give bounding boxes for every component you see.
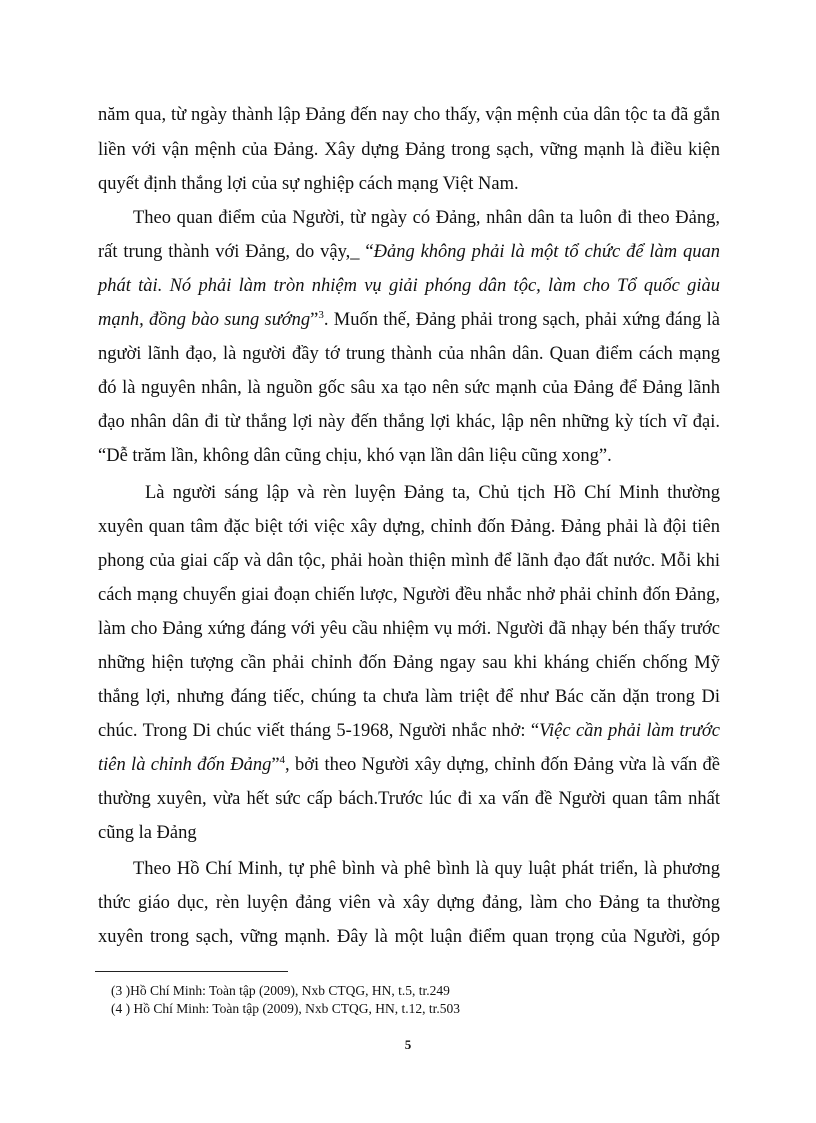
text-span: . Muốn thế, Đảng phải trong sạch, phải xứng đáng là bbox=[323, 310, 720, 330]
body-line: “Dễ trăm lần, không dân cũng chịu, khó vạn lần dân liệu cũng xong”. bbox=[98, 446, 612, 466]
body-line: xuyên quan tâm đặc biệt tới việc xây dựng, chỉnh đốn Đảng. Đảng phải là đội tiên bbox=[98, 517, 720, 537]
text-span: rất trung thành với Đảng, do vậy,_ “ bbox=[98, 242, 374, 262]
text-span: chúc. Trong Di chúc viết tháng 5-1968, Người nhắc nhở: “ bbox=[98, 721, 540, 741]
body-line bbox=[98, 308, 720, 332]
body-line bbox=[98, 274, 720, 298]
quote-text: mạnh, đồng bào sung sướng bbox=[98, 310, 311, 330]
body-line: phong của giai cấp và dân tộc, phải hoàn thiện mình để lãnh đạo đất nước. Mỗi khi bbox=[98, 551, 720, 571]
body-line bbox=[98, 240, 720, 264]
body-line: đạo nhân dân đi từ thắng lợi này đến thắng lợi khác, lập nên những kỳ tích vĩ đại. bbox=[98, 412, 720, 432]
body-line bbox=[98, 719, 720, 743]
footnote-separator bbox=[95, 971, 288, 972]
footnote-ref: 4 bbox=[279, 753, 286, 766]
body-line: năm qua, từ ngày thành lập Đảng đến nay cho thấy, vận mệnh của dân tộc ta đã gắn bbox=[98, 105, 720, 125]
quote-text: tiên là chỉnh đốn Đảng bbox=[98, 755, 272, 775]
body-line: đó là nguyên nhân, là nguồn gốc sâu xa tạo nên sức mạnh của Đảng để Đảng lãnh bbox=[98, 378, 720, 398]
body-line: những hiện tượng cần phải chỉnh đốn Đảng ngay sau khi kháng chiến chống Mỹ bbox=[98, 653, 720, 673]
body-line: quyết định thắng lợi của sự nghiệp cách mạng Việt Nam. bbox=[98, 174, 519, 194]
body-line: Theo quan điểm của Người, từ ngày có Đảng, nhân dân ta luôn đi theo Đảng, bbox=[133, 208, 720, 228]
body-line: Là người sáng lập và rèn luyện Đảng ta, Chủ tịch Hồ Chí Minh thường bbox=[145, 483, 720, 503]
text-span: ” bbox=[310, 310, 319, 330]
quote-text: Việc cần phải làm trước bbox=[539, 721, 720, 741]
page-number: 5 bbox=[404, 1037, 412, 1052]
body-line: thường xuyên, vừa hết sức cấp bách.Trước lúc đi xa vấn đề Người quan tâm nhất bbox=[98, 789, 720, 809]
body-line: cũng la Đảng bbox=[98, 823, 197, 843]
footnote: (3 )Hồ Chí Minh: Toàn tập (2009), Nxb CTQG, HN, t.5, tr.249 bbox=[111, 983, 450, 998]
body-line: thức giáo dục, rèn luyện đảng viên và xây dựng đảng, làm cho Đảng ta thường bbox=[98, 893, 720, 913]
body-line: cách mạng chuyển giai đoạn chiến lược, Người đều nhắc nhở phải chỉnh đốn Đảng, bbox=[98, 585, 720, 605]
body-line: người lãnh đạo, là người đầy tớ trung thành của nhân dân. Quan điểm cách mạng bbox=[98, 344, 720, 364]
body-line: xuyên trong sạch, vững mạnh. Đây là một luận điểm quan trọng của Người, góp bbox=[98, 927, 720, 947]
body-line: liền với vận mệnh của Đảng. Xây dựng Đảng trong sạch, vững mạnh là điều kiện bbox=[98, 140, 720, 160]
body-line: Theo Hồ Chí Minh, tự phê bình và phê bình là quy luật phát triển, là phương bbox=[133, 859, 720, 879]
body-line: thắng lợi, nhưng đáng tiếc, chúng ta chưa làm triệt để như Bác căn dặn trong Di bbox=[98, 687, 720, 707]
text-span: , bởi theo Người xây dựng, chỉnh đốn Đảng vừa là vấn đề bbox=[285, 755, 720, 775]
body-line bbox=[98, 753, 720, 777]
quote-text: phát tài. Nó phải làm tròn nhiệm vụ giải phóng dân tộc, làm cho Tổ quốc giàu bbox=[98, 276, 720, 296]
text-span: ” bbox=[271, 755, 280, 775]
footnote-ref: 3 bbox=[318, 308, 324, 321]
body-line: làm cho Đảng xứng đáng với yêu cầu nhiệm vụ mới. Người đã nhạy bén thấy trước bbox=[98, 619, 720, 639]
footnote: (4 ) Hồ Chí Minh: Toàn tập (2009), Nxb CTQG, HN, t.12, tr.503 bbox=[111, 1001, 461, 1016]
quote-text: Đảng không phải là một tổ chức để làm quan bbox=[373, 242, 720, 262]
